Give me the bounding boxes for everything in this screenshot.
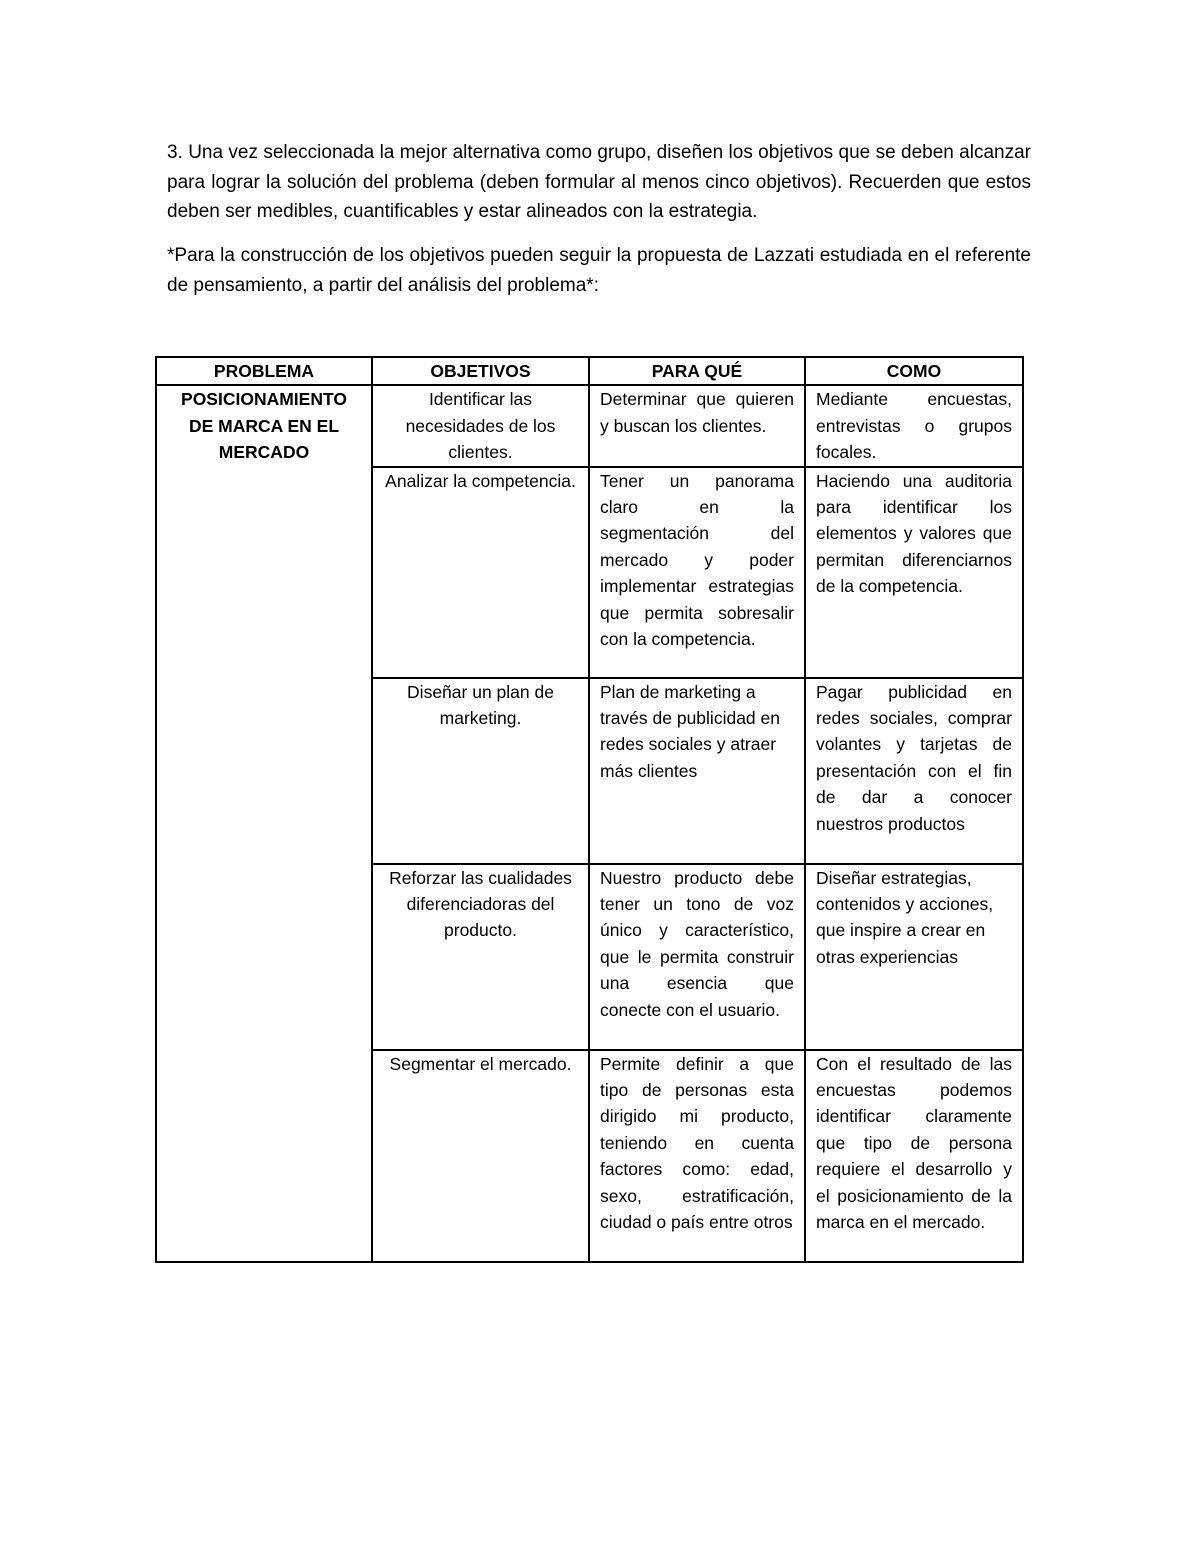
objective-cell: Identificar las necesidades de los clientes.: [372, 385, 589, 466]
para-que-cell: Determinar que quieren y buscan los clientes.: [589, 385, 805, 466]
para-que-cell: Tener un panorama claro en la segmentación del mercado y poder implementar estrategias que permita sobresalir con la competencia.: [589, 467, 805, 678]
objective-cell: Segmentar el mercado.: [372, 1050, 589, 1262]
header-para-que: PARA QUÉ: [589, 357, 805, 385]
objective-cell: Diseñar un plan de marketing.: [372, 678, 589, 864]
para-que-cell: Nuestro producto debe tener un tono de voz único y característico, que le permita construir una esencia que conecte con el usuario.: [589, 864, 805, 1050]
table-header-row: [156, 357, 1023, 385]
header-problema: PROBLEMA: [156, 357, 372, 385]
objective-cell: Reforzar las cualidades diferenciadoras del producto.: [372, 864, 589, 1050]
table-row: [156, 385, 1023, 466]
como-cell: Pagar publicidad en redes sociales, comprar volantes y tarjetas de presentación con el fin de dar a conocer nuestros productos: [805, 678, 1023, 864]
header-como: COMO: [805, 357, 1023, 385]
como-cell: Diseñar estrategias, contenidos y acciones, que inspire a crear en otras experiencias: [805, 864, 1023, 1050]
como-cell: Haciendo una auditoria para identificar los elementos y valores que permitan diferenciarnos de la competencia.: [805, 467, 1023, 678]
para-que-cell: Plan de marketing a través de publicidad en redes sociales y atraer más clientes: [589, 678, 805, 864]
header-objetivos: OBJETIVOS: [372, 357, 589, 385]
objectives-table: [155, 356, 1024, 1263]
como-cell: Mediante encuestas, entrevistas o grupos focales.: [805, 385, 1023, 466]
instruction-paragraph: 3. Una vez seleccionada la mejor alternativa como grupo, diseñen los objetivos que se deben alcanzar para lograr la solución del problema (deben formular al menos cinco objetivos). Recuerden que estos deben ser medibles, cuantificables y estar alineados con la estrategia.: [167, 142, 1031, 222]
para-que-cell: Permite definir a que tipo de personas esta dirigido mi producto, teniendo en cuenta factores como: edad, sexo, estratificación, ciudad o país entre otros: [589, 1050, 805, 1262]
objective-cell: Analizar la competencia.: [372, 467, 589, 678]
lazzati-note-paragraph: *Para la construcción de los objetivos pueden seguir la propuesta de Lazzati estudiada en el referente de pensamiento, a partir del análisis del problema*:: [167, 245, 1031, 296]
como-cell: Con el resultado de las encuestas podemos identificar claramente que tipo de persona requiere el desarrollo y el posicionamiento de la marca en el mercado.: [805, 1050, 1023, 1262]
problem-cell: POSICIONAMIENTO DE MARCA EN EL MERCADO: [156, 385, 372, 1261]
